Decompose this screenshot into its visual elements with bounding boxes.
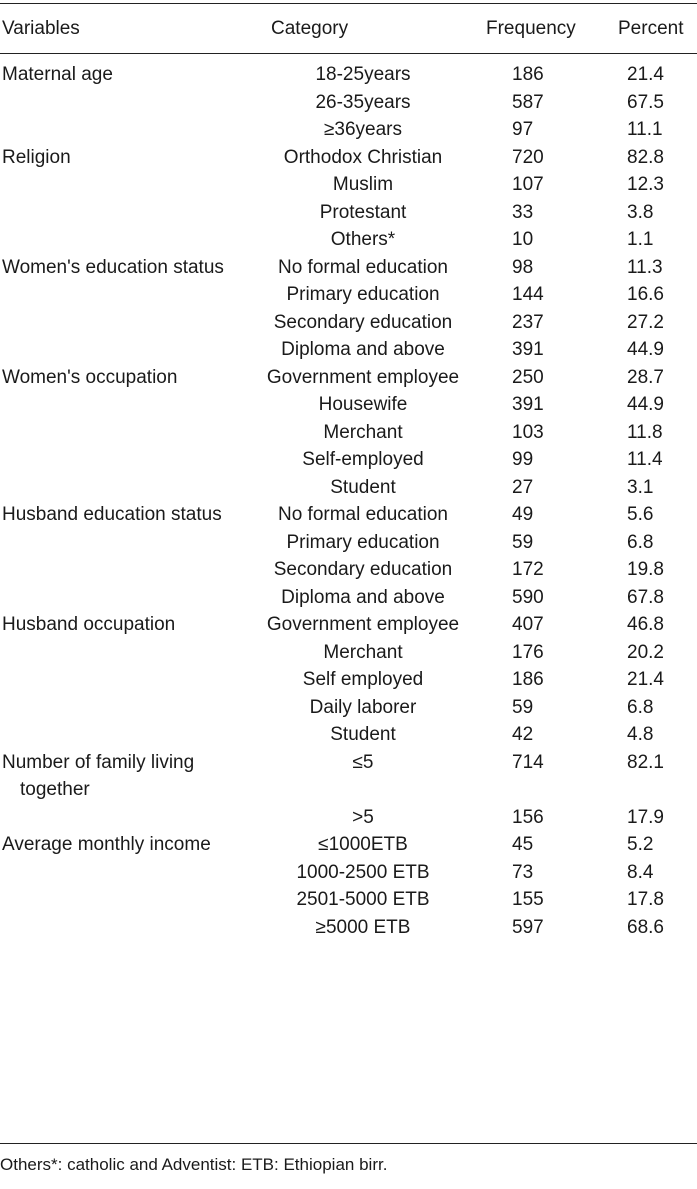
category-cell: [263, 501, 480, 529]
variable-cell: [0, 804, 263, 832]
category-cell: [263, 831, 480, 859]
percent-cell: 1.1: [627, 229, 654, 250]
frequency-cell: 391: [512, 394, 544, 415]
category-cell: [263, 556, 480, 584]
percent-cell: 5.2: [627, 834, 654, 855]
variable-cell: [0, 886, 263, 914]
percent-cell: 6.8: [627, 531, 654, 553]
category-cell: [263, 336, 480, 364]
variable-cell: [0, 116, 263, 144]
category-cell: [263, 391, 480, 419]
category-label: Secondary education: [273, 559, 453, 580]
frequency-cell: 176: [512, 641, 544, 663]
table-row: [0, 226, 697, 254]
percent-cell: 8.4: [627, 861, 654, 883]
category-cell: [263, 859, 480, 887]
table-row: [0, 89, 697, 117]
percent-cell: 28.7: [627, 366, 664, 388]
table-row: [0, 529, 697, 557]
category-label: 1000-2500 ETB: [296, 861, 430, 883]
category-label: Government employee: [266, 366, 460, 388]
category-cell: [263, 144, 480, 172]
category-label: Housewife: [318, 394, 408, 415]
frequency-cell: 107: [512, 174, 544, 195]
percent-cell: 3.1: [627, 476, 654, 498]
table-row: [0, 53, 697, 89]
table-row: [0, 859, 697, 887]
variable-label: Husband education status: [2, 504, 222, 525]
percent-cell: 11.3: [627, 256, 663, 278]
percent-cell: 6.8: [627, 696, 654, 718]
category-label: 2501-5000 ETB: [296, 889, 430, 910]
variable-label: Religion: [2, 146, 71, 168]
variable-cell: [0, 391, 263, 419]
footnote: Others*: catholic and Adventist: ETB: Ethiopian birr.: [0, 1155, 388, 1174]
header-percent: Percent: [618, 17, 684, 39]
frequency-cell: 250: [512, 366, 544, 388]
percent-cell: 20.2: [627, 641, 664, 663]
variable-cell: [0, 694, 263, 722]
table-row: [0, 474, 697, 502]
percent-cell: 11.1: [627, 119, 663, 140]
frequency-cell: 49: [512, 504, 534, 525]
percent-cell: 27.2: [627, 311, 664, 333]
percent-cell: 16.6: [627, 284, 664, 305]
table-row: [0, 831, 697, 859]
table-row: [0, 446, 697, 474]
frequency-cell: 99: [512, 449, 534, 470]
frequency-cell: 42: [512, 724, 534, 745]
category-cell: [263, 886, 480, 914]
percent-cell: 3.8: [627, 201, 654, 223]
table-row: [0, 721, 697, 749]
category-label: Others*: [330, 229, 396, 250]
table-row: [0, 199, 697, 227]
category-cell: [263, 53, 480, 89]
frequency-cell: 27: [512, 476, 534, 498]
category-label: ≤1000ETB: [318, 834, 408, 855]
variable-cell: [0, 226, 263, 254]
category-cell: [263, 804, 480, 832]
category-label: Muslim: [332, 174, 394, 195]
table-row: [0, 666, 697, 694]
variable-cell: [0, 309, 263, 337]
frequency-cell: 98: [512, 256, 534, 278]
frequency-cell: 59: [512, 531, 534, 553]
category-cell: [263, 254, 480, 282]
variable-label: Women's occupation: [2, 366, 178, 388]
bottom-rule: [0, 1143, 697, 1144]
category-label: Student: [330, 476, 396, 498]
table-row: [0, 419, 697, 447]
variable-cell: [0, 364, 263, 392]
variable-cell: [0, 89, 263, 117]
percent-cell: 19.8: [627, 559, 664, 580]
percent-cell: 21.4: [627, 669, 664, 690]
frequency-cell: 103: [512, 421, 544, 443]
category-cell: [263, 914, 480, 942]
category-label: Merchant: [323, 421, 403, 443]
category-cell: [263, 199, 480, 227]
category-label: ≥36years: [323, 119, 403, 140]
category-label: Secondary education: [273, 311, 453, 333]
table-body: [0, 53, 697, 941]
table-row: [0, 116, 697, 144]
percent-cell: 82.8: [627, 146, 664, 168]
table-row: [0, 639, 697, 667]
table-row: [0, 391, 697, 419]
variable-cell: [0, 501, 263, 529]
percent-cell: 44.9: [627, 394, 664, 415]
category-label: No formal education: [277, 256, 449, 278]
frequency-cell: 186: [512, 669, 544, 690]
category-label: Protestant: [319, 201, 407, 223]
variable-cell: [0, 556, 263, 584]
percent-cell: 68.6: [627, 916, 664, 938]
frequency-cell: 10: [512, 229, 534, 250]
table-row: [0, 886, 697, 914]
frequency-cell: 597: [512, 916, 544, 938]
frequency-cell: 714: [512, 751, 544, 773]
percent-cell: 44.9: [627, 339, 664, 360]
category-cell: [263, 419, 480, 447]
category-label: Diploma and above: [281, 586, 445, 608]
category-cell: [263, 474, 480, 502]
variable-cell: [0, 474, 263, 502]
table-row: [0, 556, 697, 584]
table-row: [0, 501, 697, 529]
category-cell: [263, 116, 480, 144]
table-row: [0, 804, 697, 832]
frequency-cell: 155: [512, 889, 544, 910]
percent-cell: 82.1: [627, 751, 664, 773]
variable-cell: [0, 53, 263, 89]
frequency-cell: 59: [512, 696, 534, 718]
header-variables: Variables: [2, 17, 80, 39]
category-label: Primary education: [286, 531, 440, 553]
category-label: 26-35years: [315, 91, 411, 113]
category-label: Diploma and above: [281, 339, 445, 360]
table-row: [0, 171, 697, 199]
frequency-cell: 172: [512, 559, 544, 580]
variable-cell: [0, 914, 263, 942]
header-category: Category: [271, 17, 349, 39]
variable-cell: [0, 254, 263, 282]
percent-cell: 46.8: [627, 614, 664, 635]
variable-cell: [0, 281, 263, 309]
category-label: ≥5000 ETB: [315, 916, 411, 938]
category-cell: [263, 721, 480, 749]
category-cell: [263, 89, 480, 117]
table-row: [0, 914, 697, 942]
variable-cell: [0, 859, 263, 887]
data-table: [0, 4, 697, 941]
variable-cell: [0, 639, 263, 667]
category-cell: [263, 281, 480, 309]
variable-label: Number of family living together: [2, 751, 195, 800]
category-label: No formal education: [277, 504, 449, 525]
header-row: [0, 4, 697, 53]
frequency-cell: 720: [512, 146, 544, 168]
percent-cell: 11.8: [627, 421, 663, 443]
percent-cell: 4.8: [627, 724, 654, 745]
variable-cell: [0, 171, 263, 199]
table-row: [0, 749, 697, 804]
variable-cell: [0, 666, 263, 694]
percent-cell: 67.5: [627, 91, 664, 113]
frequency-cell: 45: [512, 834, 534, 855]
category-cell: [263, 529, 480, 557]
variable-cell: [0, 446, 263, 474]
frequency-cell: 156: [512, 806, 544, 828]
category-cell: [263, 226, 480, 254]
category-label: Orthodox Christian: [283, 146, 443, 168]
variable-label: Maternal age: [2, 64, 113, 85]
category-label: Student: [330, 724, 396, 745]
percent-cell: 21.4: [627, 64, 664, 85]
variable-cell: [0, 336, 263, 364]
variable-cell: [0, 584, 263, 612]
frequency-cell: 391: [512, 339, 544, 360]
category-label: >5: [352, 806, 374, 828]
category-cell: [263, 446, 480, 474]
variable-cell: [0, 529, 263, 557]
category-cell: [263, 309, 480, 337]
category-label: Government employee: [266, 614, 460, 635]
frequency-cell: 590: [512, 586, 544, 608]
frequency-cell: 237: [512, 311, 544, 333]
category-label: Daily laborer: [309, 696, 417, 718]
category-label: ≤5: [352, 751, 374, 773]
category-label: Self-employed: [302, 449, 424, 470]
table-row: [0, 611, 697, 639]
frequency-cell: 73: [512, 861, 534, 883]
table-row: [0, 364, 697, 392]
percent-cell: 11.4: [627, 449, 663, 470]
table-row: [0, 694, 697, 722]
variable-label: Average monthly income: [2, 834, 211, 855]
category-label: Merchant: [323, 641, 403, 663]
frequency-cell: 186: [512, 64, 544, 85]
category-cell: [263, 694, 480, 722]
category-cell: [263, 749, 480, 804]
category-cell: [263, 611, 480, 639]
category-label: Self employed: [302, 669, 424, 690]
table-row: [0, 144, 697, 172]
variable-label: Women's education status: [2, 256, 224, 278]
category-label: Primary education: [286, 284, 440, 305]
table-row: [0, 309, 697, 337]
variable-cell: [0, 611, 263, 639]
variable-cell: [0, 749, 263, 804]
table-row: [0, 584, 697, 612]
category-cell: [263, 364, 480, 392]
frequency-cell: 33: [512, 201, 534, 223]
category-cell: [263, 171, 480, 199]
percent-cell: 12.3: [627, 174, 664, 195]
table-row: [0, 281, 697, 309]
variable-cell: [0, 199, 263, 227]
table-row: [0, 336, 697, 364]
frequency-cell: 144: [512, 284, 544, 305]
variable-cell: [0, 721, 263, 749]
variable-cell: [0, 831, 263, 859]
frequency-cell: 97: [512, 119, 534, 140]
category-cell: [263, 639, 480, 667]
percent-cell: 17.8: [627, 889, 664, 910]
variable-cell: [0, 144, 263, 172]
table-row: [0, 254, 697, 282]
category-cell: [263, 666, 480, 694]
category-cell: [263, 584, 480, 612]
variable-cell: [0, 419, 263, 447]
frequency-cell: 587: [512, 91, 544, 113]
variable-label: Husband occupation: [2, 614, 176, 635]
frequency-cell: 407: [512, 614, 544, 635]
header-frequency: Frequency: [486, 17, 576, 39]
percent-cell: 67.8: [627, 586, 664, 608]
percent-cell: 5.6: [627, 504, 654, 525]
percent-cell: 17.9: [627, 806, 664, 828]
category-label: 18-25years: [315, 64, 411, 85]
